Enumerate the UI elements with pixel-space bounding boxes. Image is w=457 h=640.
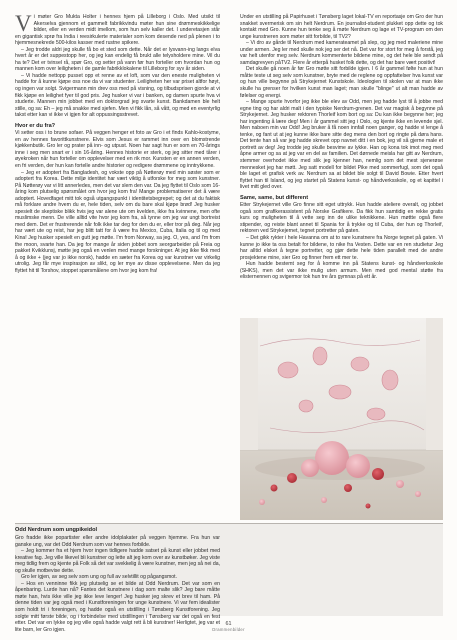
sidebar-paragraph: Gro ler igjen, av seg selv som ung og full av selvtillit og pågangsmot. — [21, 574, 178, 581]
body-paragraph: – Mange spurte hvorfor jeg ikke ble elev av Odd, men jeg hadde lyst til å jobbe med egne ting og har aldri malt i den typiske Nerdrum-grenen. Det var magisk å begynne på Strykejernet. Jeg husker rektoren Thorleif kom bort og sa: Du kan ikke begynne her; jeg har ingenting å lære deg! Men i år gammel sitt jeg i Oslo, og kjente ikke en levende sjel. Men naboen min var Odd! Jeg bruker å få noen innfall noen ganger, og hadde vi lenge å tenke, og fant ut at jeg kunne ikke bare sitte deg mens den bort og ringte på døra hans. Det tente han så var jeg hadde skrevet opp navnet ditt i en bok, jeg vil så gjerne male et portrett av deg! Jeg trodde jeg skulle besvime av lykke. Han og kona tok imot meg med åpne armer og sa at jeg var en del av familien. Det dørnede meisla har gitt av Nerdrum, stemmer overhodet ikke med slik jeg kjenner han, nemlig som det mest sjenerøse mennesket jeg har møtt. Jeg satt modell for bildet Pike med sommerfugl, som det også ble laget et grafisk verk av. Nerdrum sa at bildet ble solgt til David Bowie. Etter hvert flyttet han til Island, og jeg startet på Statens kunst- og håndverksskole, og et kapittel i livet mitt gled over. — [240, 99, 443, 191]
sidebar-paragraph: – Jeg kommer fra et hjem hvor ingen tidligere hadde satset på kunst eller jobbet med kreative fag. Jeg ville likevel bli kunstner og lette alt jeg kom over av kunstbøker. Jeg viste meg tidlig frem og kjente på Folk så det var svekkelig å være kunstner, men jeg så nei da, og skulle motbevise dette. — [15, 548, 220, 574]
body-paragraph: Det skulle gå noen år før Gro møtte sitt forbilde igjen. I 6 år gammel følte hun at hun måtte teste ut seg selv som kunstner, bryte med de reglene og oppfattelser hva kunst var og hun ville begynne på Strykejernet Kunstskole. Ideologien til skolen var at man ikke skulle ha grenser for hvilken kunst man laget; man skulle "blinge" ut alt man hadde av følelser og energi. — [240, 66, 443, 99]
left-article-column — [15, 11, 220, 524]
magazine-name: Drammenbilder — [212, 627, 245, 632]
body-paragraph: – Vi hadde nettopp pusset opp et renne av et loft, som var den eneste muligheten vi hadde for å kunne kjøpe oss noe da vi var studenter. Leiligheten her var priset altfor høyt, og ingen var solgt. Svigermann min drev oss med på visning, og tilbudsprisen gjorde at vi fikk kjøpe en leilighet fyer til god pris. Jeg husker vi var i banken, og damen spurte hva vi studerte. Mannen min jobbet med en doktorgrad jeg svarte kunst. Bankdamen ble helt stille, og sa: Eh – jeg må snakke med sjefen. Men vi fikk lån, så vått, og med en eventyrlig takst etter kan vi ikke vi igjen for alt oppussingsstrevet. — [15, 72, 220, 119]
section-heading: Hvor er du fra? — [15, 122, 56, 129]
page-footer — [0, 621, 457, 633]
intro-text: i møter Gro Mukta Holter i hennes hjem på Lilleborg i Oslo. Med utsikt til Akerselva gjennom et gammelt fabrikkvindu møter hun sine drømmeskikkelige bilder, eller en verden midt imellom, som hun selv kaller det. I underetasjen står en gigantisk sprø fra India i reesirkulerte materialer som kom desende ned på plenen i to hjemmesnekrede 500-kilos kasser med rustne spikere. — [15, 14, 220, 47]
body-paragraph: – Det gikk rykter i hele Havanna om at to rare kunstnere fra Norge tegnet på gaten. Vi kunne jo ikke ta oss betalt for bildene, to nike fra Vesten. Dette var en ren studietur Jeg har alltid elsket å tegne portretter, og gjør dette hele tiden parallelt med de andre prosjektene mine, sier Gro og finner frem ett mer te. — [240, 235, 443, 261]
section-heading: Same, same, but different — [240, 194, 309, 201]
body-paragraph: Hun hadde bestemt seg for å komme inn på Statens kunst- og håndverksskole (SHKS), men det var ikke mulig uten armum. Men med god mental støtte fra elisternennen og svigermor tok hun tre års gymnas på ett år. — [240, 261, 443, 281]
body-paragraph: – Jeg er adoptert fra Bangladesh, og vokste opp på Nøtterøy med min søster som er adoptert fra Korea. Dette miljø identitet har vært viktig å utforske for meg som kunstner. På Nøtterøy var vi litt annerledes, men det var slem den var. Da jeg flyttet til Oslo som 16-åring kom plutselig spørsmålet om hvor jeg kom fra! Mange problematiserer det å være adoptert. Hovedfaget mitt tok også utgangspunkt i identitetsbegrepet; og det at du faktisk må forklare andre hvem du er, hele tiden, selv om du bare skal kjøpe brød! Jeg husker spesielt de skeptiske blikk hvis jeg var alene ute om kvelden, ikke fra kvinnene, men ofte muslimske menn. De ville alltid vite hvor jeg kom fra, så tynne om jeg var ungt bortreist med dem. Det er frustrerende når folk ikke tar deg for den du er, eller tror på deg. Når jeg har vært ute og reist, har jeg blitt tatt for å være fra Mexico, Cuba, Italia og til og med Kina! Jeg husker spesielt en gutt jeg møtte. I'm from Norway, sa jeg. O, yes, and I'm from the moon, svarte han. Da jeg for mange år siden jobbet som seorgarbeider på Freia og pakket Kvikklunsj, møtte jeg også en venlen med mange forskninger. At jeg ikke fikk med å og ikke + (jeg var jo ikke norsk), hadde en sæter fra Korea og var kunstner var virkelig utrolig. Jeg får mye inspirasjon av slikt, og ler mye av disse opplevelsene. Men da jeg flyttet hit til Torshov, stoppet spørsmålene om hvor jeg kom fra! — [15, 169, 220, 274]
sidebar-paragraph: – Hos en venninne fikk jeg plutselig se et bilde at Odd Nerdrum. Det var som en åpenbaring. Lurde han nå? Fantes det kunstnere i dag som malte slik? Jeg bare måtte møte han, hvis ikke ville jeg ikke leve lenger! Jeg husker jeg skrev et brev til ham. På denne tiden var jeg også med i Kunstforeningen for unge kunstnere. Vi var fem idealister som holdt tri i foreningen, og hadde også en utstilling i Tønsberg Kunstforening. Jeg solgte mitt første bilde, og i forbindelse med utstillingen i Tønsberg var det også en fest etter. Det var en lykke og jeg ville også hadde valgt rett å bli kunstner! Herligtet, jeg var et lite barn, ler Gro igjen. — [15, 580, 220, 633]
body-paragraph: – Jeg trodde aldri jeg skulle få bo et sted som dette. Når det er lysvann-ing langs elva hvert år er det suppestopp her, og jeg kan endelig få brukt alle telysholdere mine. Vil du ha te? Det er tvinsel rå, spør Gro, og setter på vann før hun forteller om hvordan hun og mannen kom over leiligheten i de gamle fabrikklokalene til Lilleborg for syv år siden. — [15, 46, 220, 73]
page-number: 61 — [225, 621, 232, 627]
right-article-column — [240, 14, 443, 314]
intro-paragraph — [15, 11, 220, 47]
body-paragraph: Under en utstilling på Papirhuset i Tønsberg laget lokal-TV en reportasje om Gro der hun snakket svermerisk om sin helt Nerdrum. En journalist-student plukket opp dette og tok kontakt med Gro. Kunne hun tenke seg å møte Nerdrum og lage et TV-program om den unge kunstneren som møter sitt forbilde, til TV2? — [240, 14, 443, 40]
body-paragraph: Vi setter oss i to brune sofaer. På veggen henger et foto av Gro i et finds Kahlo-kostyme, en av hennes favorittkunstnere. Elvis som Jesus er rammet inn over en blomstrende kjøkkenbutik. Gro ler og prater på inn- og utpust. Noen har sagt hun er som en 70-årings inne i seg men snart er i sin 16-åring. Hennes historie er sterk, og jeg sitter med tårer i øyekroken når hun forteller om opplevelser med en rik mor. Kunsten er en annen verden, en fri verden, der hun kan fortelle andre historier og redigere drømmene og inntrykkene. — [15, 130, 220, 169]
sidebar-paragraph: Gro fradde ikke popartister eller andre idolplakater på veggen hjemme. Fra hun var ganske ung, var det Odd Nerdrum som var hennes forbilde. — [15, 535, 220, 548]
sidebar-heading: Odd Nerdrum som ungpikeidol — [15, 527, 98, 533]
sidebar-box-text — [15, 527, 220, 633]
body-paragraph: – Vi dro av gårde til Nerdrum med kamerateamet på slep, og jeg med maleriene mine under armen. Jeg ler med skulle nok jeg ser det nå. Det var for stort for meg å forstå, jeg var helt utenfor meg selv. Nerdrum kommenterte bildene mine, og det hele ble sendt på samdagrevyen påTV2. Flere år etterpå husket folk dette, og det har bare vært positivt! — [240, 40, 443, 66]
body-paragraph: Etter Strykejernet ville Gro finne sitt eget uttrykk. Hun hadde ateliere overalt, og jobbet også som grafikerassistent på Norske Grafikere. Da fikk hun samtidig en rekke gratis kurs og muligheten til å vette seg inn de ulike teknikkene. Hun møttte også flere stipender, og reiste blant annet til Spania for å trykke og til Cuba, der hun og Thorleif, rektoren ved Strykejernet, tegnet portretter på gaten. — [240, 202, 443, 235]
installation-photo — [240, 318, 443, 520]
drop-cap: V — [15, 11, 32, 36]
